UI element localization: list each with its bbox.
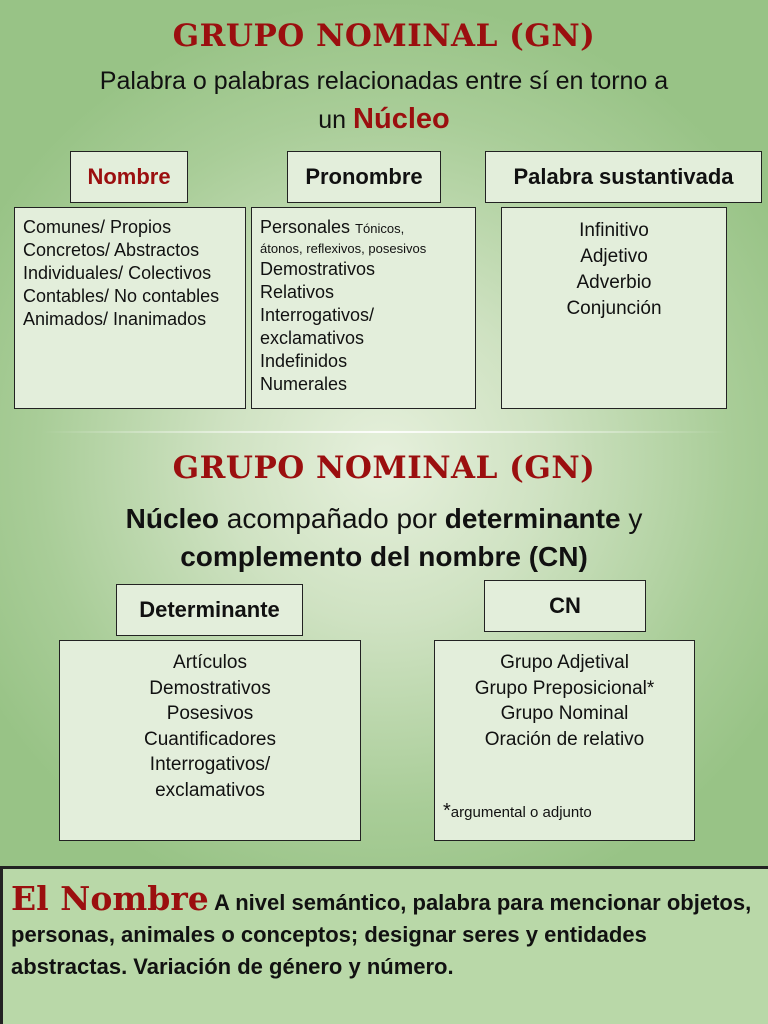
list-item: Indefinidos [260, 351, 348, 371]
list-item: Contables/ No contables [23, 286, 220, 306]
cn-list [434, 640, 695, 841]
list-item: exclamativos [155, 779, 265, 801]
nombre-heading: Nombre [70, 151, 188, 203]
list-item: Comunes/ Propios [23, 217, 172, 237]
subtitle-nucleo: Núcleo [353, 103, 450, 135]
nucleo-word: Núcleo [125, 503, 220, 534]
list-item: Relativos [260, 282, 335, 302]
list-item: Interrogativos/ [260, 305, 375, 325]
list-item: Individuales/ Colectivos [23, 263, 212, 283]
definition-text-first: A nivel semántico, palabra para [214, 890, 544, 915]
list-item: exclamativos [260, 328, 365, 348]
list-item: Interrogativos/ [149, 754, 271, 775]
list-item: Cuantificadores [143, 728, 277, 750]
cn-footnote [443, 801, 592, 823]
cn-heading: CN [484, 580, 646, 632]
list-item: Adjetivo [580, 246, 648, 267]
list-item: Grupo Preposicional* [474, 677, 655, 699]
pronombre-heading: Pronombre [287, 151, 441, 203]
list-item: Demostrativos [260, 259, 376, 279]
y-word: y [628, 503, 643, 534]
list-item: Adverbio [576, 272, 652, 293]
el-nombre-heading: El Nombre [11, 879, 209, 918]
determinante-heading: Determinante [116, 584, 303, 636]
determinante-list [59, 640, 361, 841]
palabra-sustantivada-list [501, 207, 727, 409]
list-item: Grupo Nominal [500, 703, 629, 724]
definition-box [0, 866, 768, 1024]
list-item-detail: átonos, reflexivos, posesivos [260, 241, 427, 256]
list-item: Artículos [173, 652, 247, 673]
list-item: Conjunción [566, 298, 662, 319]
list-item: Concretos/ Abstractos [23, 240, 200, 260]
determinante-word: determinante [444, 503, 621, 534]
definition-text-rest: mencionar objetos, personas, animales o conceptos; designar seres y entidades abstractas. Variación de género y número. [11, 890, 752, 979]
list-item: Oración de relativo [484, 728, 645, 750]
personales-detail: Tónicos, [355, 221, 405, 236]
footnote-mark: * [443, 800, 451, 822]
list-item: Animados/ Inanimados [23, 309, 207, 329]
section-divider [40, 431, 728, 433]
list-item: Grupo Adjetival [500, 652, 629, 673]
personales-label: Personales [260, 217, 351, 237]
section1-title: GRUPO NOMINAL (GN) [172, 18, 596, 54]
acompanado-word: acompañado por [226, 503, 437, 534]
footnote-text: argumental o adjunto [450, 804, 592, 821]
nombre-list [14, 207, 246, 409]
list-item: Demostrativos [149, 677, 271, 699]
section2-line1 [0, 500, 768, 538]
list-item [260, 216, 467, 240]
section2-line2: complemento del nombre (CN) [180, 541, 588, 572]
list-item: Numerales [260, 374, 348, 394]
subtitle-un: un [318, 106, 347, 134]
palabra-sustantivada-heading: Palabra sustantivada [485, 151, 762, 203]
pronombre-list [251, 207, 476, 409]
list-item: Infinitivo [579, 220, 649, 241]
list-item: Posesivos [166, 703, 254, 724]
section2-title: GRUPO NOMINAL (GN) [172, 450, 596, 486]
section1-subtitle-line1: Palabra o palabras relacionadas entre sí en torno a [99, 67, 669, 95]
section1-subtitle-line2 [0, 100, 768, 139]
